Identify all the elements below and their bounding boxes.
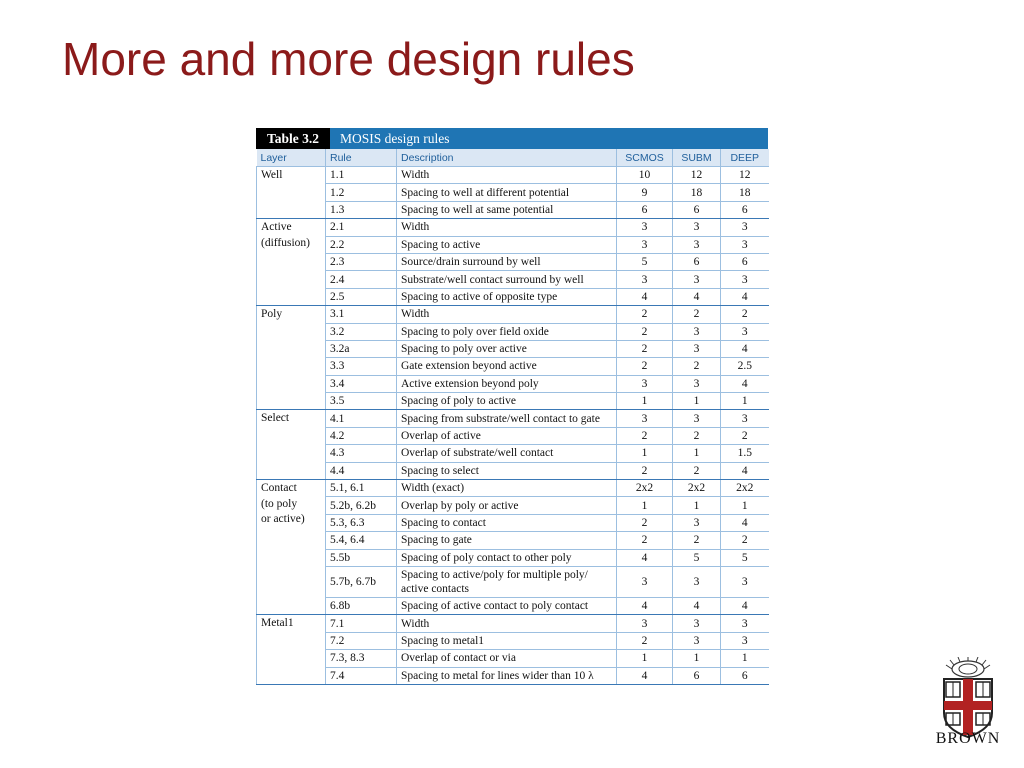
deep-cell: 6 [721, 201, 769, 218]
subm-cell: 18 [673, 184, 721, 201]
scmos-cell: 2 [617, 514, 673, 531]
crest-sun-icon [946, 657, 990, 677]
table-row [257, 615, 769, 632]
rule-cell: 3.5 [326, 393, 397, 410]
table-row [257, 427, 769, 444]
deep-cell: 2x2 [721, 480, 769, 497]
rule-cell: 5.1, 6.1 [326, 480, 397, 497]
description-cell: Gate extension beyond active [397, 358, 617, 375]
deep-cell: 3 [721, 410, 769, 427]
subm-cell: 3 [673, 340, 721, 357]
scmos-cell: 1 [617, 497, 673, 514]
rule-cell: 4.3 [326, 445, 397, 462]
scmos-cell: 2 [617, 427, 673, 444]
description-cell: Width [397, 615, 617, 632]
subm-cell: 3 [673, 632, 721, 649]
subm-cell: 1 [673, 497, 721, 514]
rule-cell: 4.2 [326, 427, 397, 444]
scmos-cell: 2 [617, 632, 673, 649]
table-row [257, 480, 769, 497]
rule-cell: 2.1 [326, 219, 397, 236]
table-row [257, 393, 769, 410]
table-row [257, 549, 769, 566]
description-cell: Overlap of active [397, 427, 617, 444]
table-number: Table 3.2 [256, 128, 330, 149]
table-row [257, 497, 769, 514]
scmos-cell: 4 [617, 549, 673, 566]
deep-cell: 1 [721, 393, 769, 410]
rule-cell: 7.3, 8.3 [326, 650, 397, 667]
subm-cell: 3 [673, 514, 721, 531]
deep-cell: 2 [721, 427, 769, 444]
subm-cell: 4 [673, 288, 721, 305]
description-cell: Spacing to active of opposite type [397, 288, 617, 305]
table-title: MOSIS design rules [340, 130, 450, 146]
deep-cell: 6 [721, 667, 769, 684]
rule-cell: 5.4, 6.4 [326, 532, 397, 549]
rule-cell: 2.2 [326, 236, 397, 253]
rule-cell: 1.1 [326, 167, 397, 184]
table-row [257, 288, 769, 305]
layer-cell [257, 167, 326, 219]
table-row [257, 253, 769, 270]
deep-cell: 1.5 [721, 445, 769, 462]
subm-cell: 3 [673, 236, 721, 253]
subm-cell: 2 [673, 427, 721, 444]
scmos-cell: 6 [617, 201, 673, 218]
deep-cell: 12 [721, 167, 769, 184]
scmos-cell: 3 [617, 566, 673, 597]
rule-cell: 7.1 [326, 615, 397, 632]
subm-cell: 2 [673, 462, 721, 479]
deep-cell: 1 [721, 497, 769, 514]
rule-cell: 1.3 [326, 201, 397, 218]
layer-cell [257, 480, 326, 615]
rule-cell: 6.8b [326, 597, 397, 614]
scmos-cell: 1 [617, 445, 673, 462]
deep-cell: 3 [721, 323, 769, 340]
subm-cell: 3 [673, 271, 721, 288]
scmos-cell: 3 [617, 410, 673, 427]
table-row [257, 306, 769, 323]
layer-label: Poly [261, 308, 283, 321]
table-row [257, 410, 769, 427]
description-cell: Spacing to poly over field oxide [397, 323, 617, 340]
rules-grid [256, 149, 769, 685]
rule-cell: 7.4 [326, 667, 397, 684]
table-row [257, 219, 769, 236]
subm-cell: 1 [673, 650, 721, 667]
deep-cell: 4 [721, 375, 769, 392]
scmos-cell: 3 [617, 375, 673, 392]
rule-cell: 5.3, 6.3 [326, 514, 397, 531]
scmos-cell: 2 [617, 306, 673, 323]
description-cell: Overlap by poly or active [397, 497, 617, 514]
table-row [257, 532, 769, 549]
subm-cell: 6 [673, 667, 721, 684]
scmos-cell: 4 [617, 597, 673, 614]
rule-cell: 5.5b [326, 549, 397, 566]
subm-cell: 3 [673, 615, 721, 632]
description-cell: Spacing to gate [397, 532, 617, 549]
description-cell: Spacing to select [397, 462, 617, 479]
description-cell: Width (exact) [397, 480, 617, 497]
deep-cell: 4 [721, 462, 769, 479]
table-row [257, 514, 769, 531]
header-deep: DEEP [721, 149, 769, 167]
scmos-cell: 3 [617, 271, 673, 288]
deep-cell: 3 [721, 615, 769, 632]
deep-cell: 3 [721, 236, 769, 253]
description-cell: Spacing to metal1 [397, 632, 617, 649]
rule-cell: 3.4 [326, 375, 397, 392]
table-row [257, 566, 769, 597]
table-row [257, 445, 769, 462]
table-row [257, 271, 769, 288]
subm-cell: 5 [673, 549, 721, 566]
table-row [257, 462, 769, 479]
description-cell: Spacing to poly over active [397, 340, 617, 357]
table-caption [256, 128, 768, 149]
layer-label: Active [261, 221, 292, 234]
subm-cell: 3 [673, 410, 721, 427]
description-cell: Active extension beyond poly [397, 375, 617, 392]
rule-cell: 4.1 [326, 410, 397, 427]
header-layer: Layer [257, 149, 326, 167]
deep-cell: 18 [721, 184, 769, 201]
header-subm: SUBM [673, 149, 721, 167]
table-row [257, 632, 769, 649]
description-cell: Spacing of poly contact to other poly [397, 549, 617, 566]
rule-cell: 7.2 [326, 632, 397, 649]
description-cell: Width [397, 167, 617, 184]
design-rules-table [256, 128, 768, 685]
table-row [257, 597, 769, 614]
layer-label: Contact [261, 482, 297, 495]
scmos-cell: 3 [617, 236, 673, 253]
header-scmos: SCMOS [617, 149, 673, 167]
scmos-cell: 2 [617, 462, 673, 479]
deep-cell: 4 [721, 288, 769, 305]
subm-cell: 6 [673, 201, 721, 218]
scmos-cell: 4 [617, 288, 673, 305]
brown-logo-text: BROWN [935, 730, 1001, 747]
subm-cell: 3 [673, 323, 721, 340]
layer-label: Select [261, 412, 290, 425]
deep-cell: 2 [721, 532, 769, 549]
description-cell: Overlap of contact or via [397, 650, 617, 667]
layer-cell [257, 219, 326, 306]
rule-cell: 2.3 [326, 253, 397, 270]
scmos-cell: 2 [617, 323, 673, 340]
description-cell: Spacing to metal for lines wider than 10 λ [397, 667, 617, 684]
scmos-cell: 3 [617, 615, 673, 632]
rule-cell: 3.2 [326, 323, 397, 340]
scmos-cell: 5 [617, 253, 673, 270]
scmos-cell: 3 [617, 219, 673, 236]
layer-cell [257, 410, 326, 480]
deep-cell: 5 [721, 549, 769, 566]
scmos-cell: 1 [617, 393, 673, 410]
description-cell: Spacing to well at same potential [397, 201, 617, 218]
table-row [257, 167, 769, 184]
deep-cell: 3 [721, 271, 769, 288]
rule-cell: 4.4 [326, 462, 397, 479]
deep-cell: 4 [721, 340, 769, 357]
subm-cell: 4 [673, 597, 721, 614]
layer-label: or active) [261, 513, 305, 526]
description-cell: Spacing to contact [397, 514, 617, 531]
header-description: Description [397, 149, 617, 167]
description-cell: Spacing to active/poly for multiple poly/ active contacts [397, 566, 617, 597]
subm-cell: 6 [673, 253, 721, 270]
deep-cell: 4 [721, 597, 769, 614]
table-header-row [257, 149, 769, 167]
description-cell: Spacing of poly to active [397, 393, 617, 410]
table-row [257, 236, 769, 253]
subm-cell: 3 [673, 375, 721, 392]
description-cell: Width [397, 306, 617, 323]
table-row [257, 340, 769, 357]
scmos-cell: 4 [617, 667, 673, 684]
layer-label: (diffusion) [261, 236, 310, 249]
deep-cell: 6 [721, 253, 769, 270]
subm-cell: 2 [673, 306, 721, 323]
subm-cell: 1 [673, 445, 721, 462]
scmos-cell: 2 [617, 358, 673, 375]
scmos-cell: 10 [617, 167, 673, 184]
description-cell: Spacing to active [397, 236, 617, 253]
deep-cell: 3 [721, 219, 769, 236]
scmos-cell: 9 [617, 184, 673, 201]
subm-cell: 2x2 [673, 480, 721, 497]
deep-cell: 2.5 [721, 358, 769, 375]
table-row [257, 375, 769, 392]
table-body [257, 167, 769, 685]
subm-cell: 1 [673, 393, 721, 410]
subm-cell: 12 [673, 167, 721, 184]
table-row [257, 650, 769, 667]
description-cell: Overlap of substrate/well contact [397, 445, 617, 462]
layer-cell [257, 615, 326, 685]
deep-cell: 3 [721, 632, 769, 649]
scmos-cell: 1 [617, 650, 673, 667]
table-row [257, 201, 769, 218]
rule-cell: 2.5 [326, 288, 397, 305]
scmos-cell: 2x2 [617, 480, 673, 497]
rule-cell: 2.4 [326, 271, 397, 288]
layer-label: Metal1 [261, 617, 294, 630]
header-rule: Rule [326, 149, 397, 167]
deep-cell: 3 [721, 566, 769, 597]
scmos-cell: 2 [617, 532, 673, 549]
slide-title: More and more design rules [62, 33, 635, 85]
description-cell: Width [397, 219, 617, 236]
table-row [257, 667, 769, 684]
rule-cell: 3.3 [326, 358, 397, 375]
deep-cell: 1 [721, 650, 769, 667]
deep-cell: 2 [721, 306, 769, 323]
rule-cell: 1.2 [326, 184, 397, 201]
layer-label: Well [261, 169, 283, 181]
rule-cell: 5.7b, 6.7b [326, 566, 397, 597]
layer-label: (to poly [261, 497, 298, 510]
description-cell: Spacing to well at different potential [397, 184, 617, 201]
description-cell: Spacing from substrate/well contact to gate [397, 410, 617, 427]
scmos-cell: 2 [617, 340, 673, 357]
table-row [257, 323, 769, 340]
subm-cell: 2 [673, 358, 721, 375]
description-cell: Spacing of active contact to poly contact [397, 597, 617, 614]
deep-cell: 4 [721, 514, 769, 531]
rule-cell: 3.1 [326, 306, 397, 323]
subm-cell: 3 [673, 566, 721, 597]
rule-cell: 5.2b, 6.2b [326, 497, 397, 514]
description-cell: Substrate/well contact surround by well [397, 271, 617, 288]
subm-cell: 2 [673, 532, 721, 549]
description-cell: Source/drain surround by well [397, 253, 617, 270]
rule-cell: 3.2a [326, 340, 397, 357]
table-row [257, 358, 769, 375]
layer-cell [257, 306, 326, 410]
subm-cell: 3 [673, 219, 721, 236]
table-row [257, 184, 769, 201]
